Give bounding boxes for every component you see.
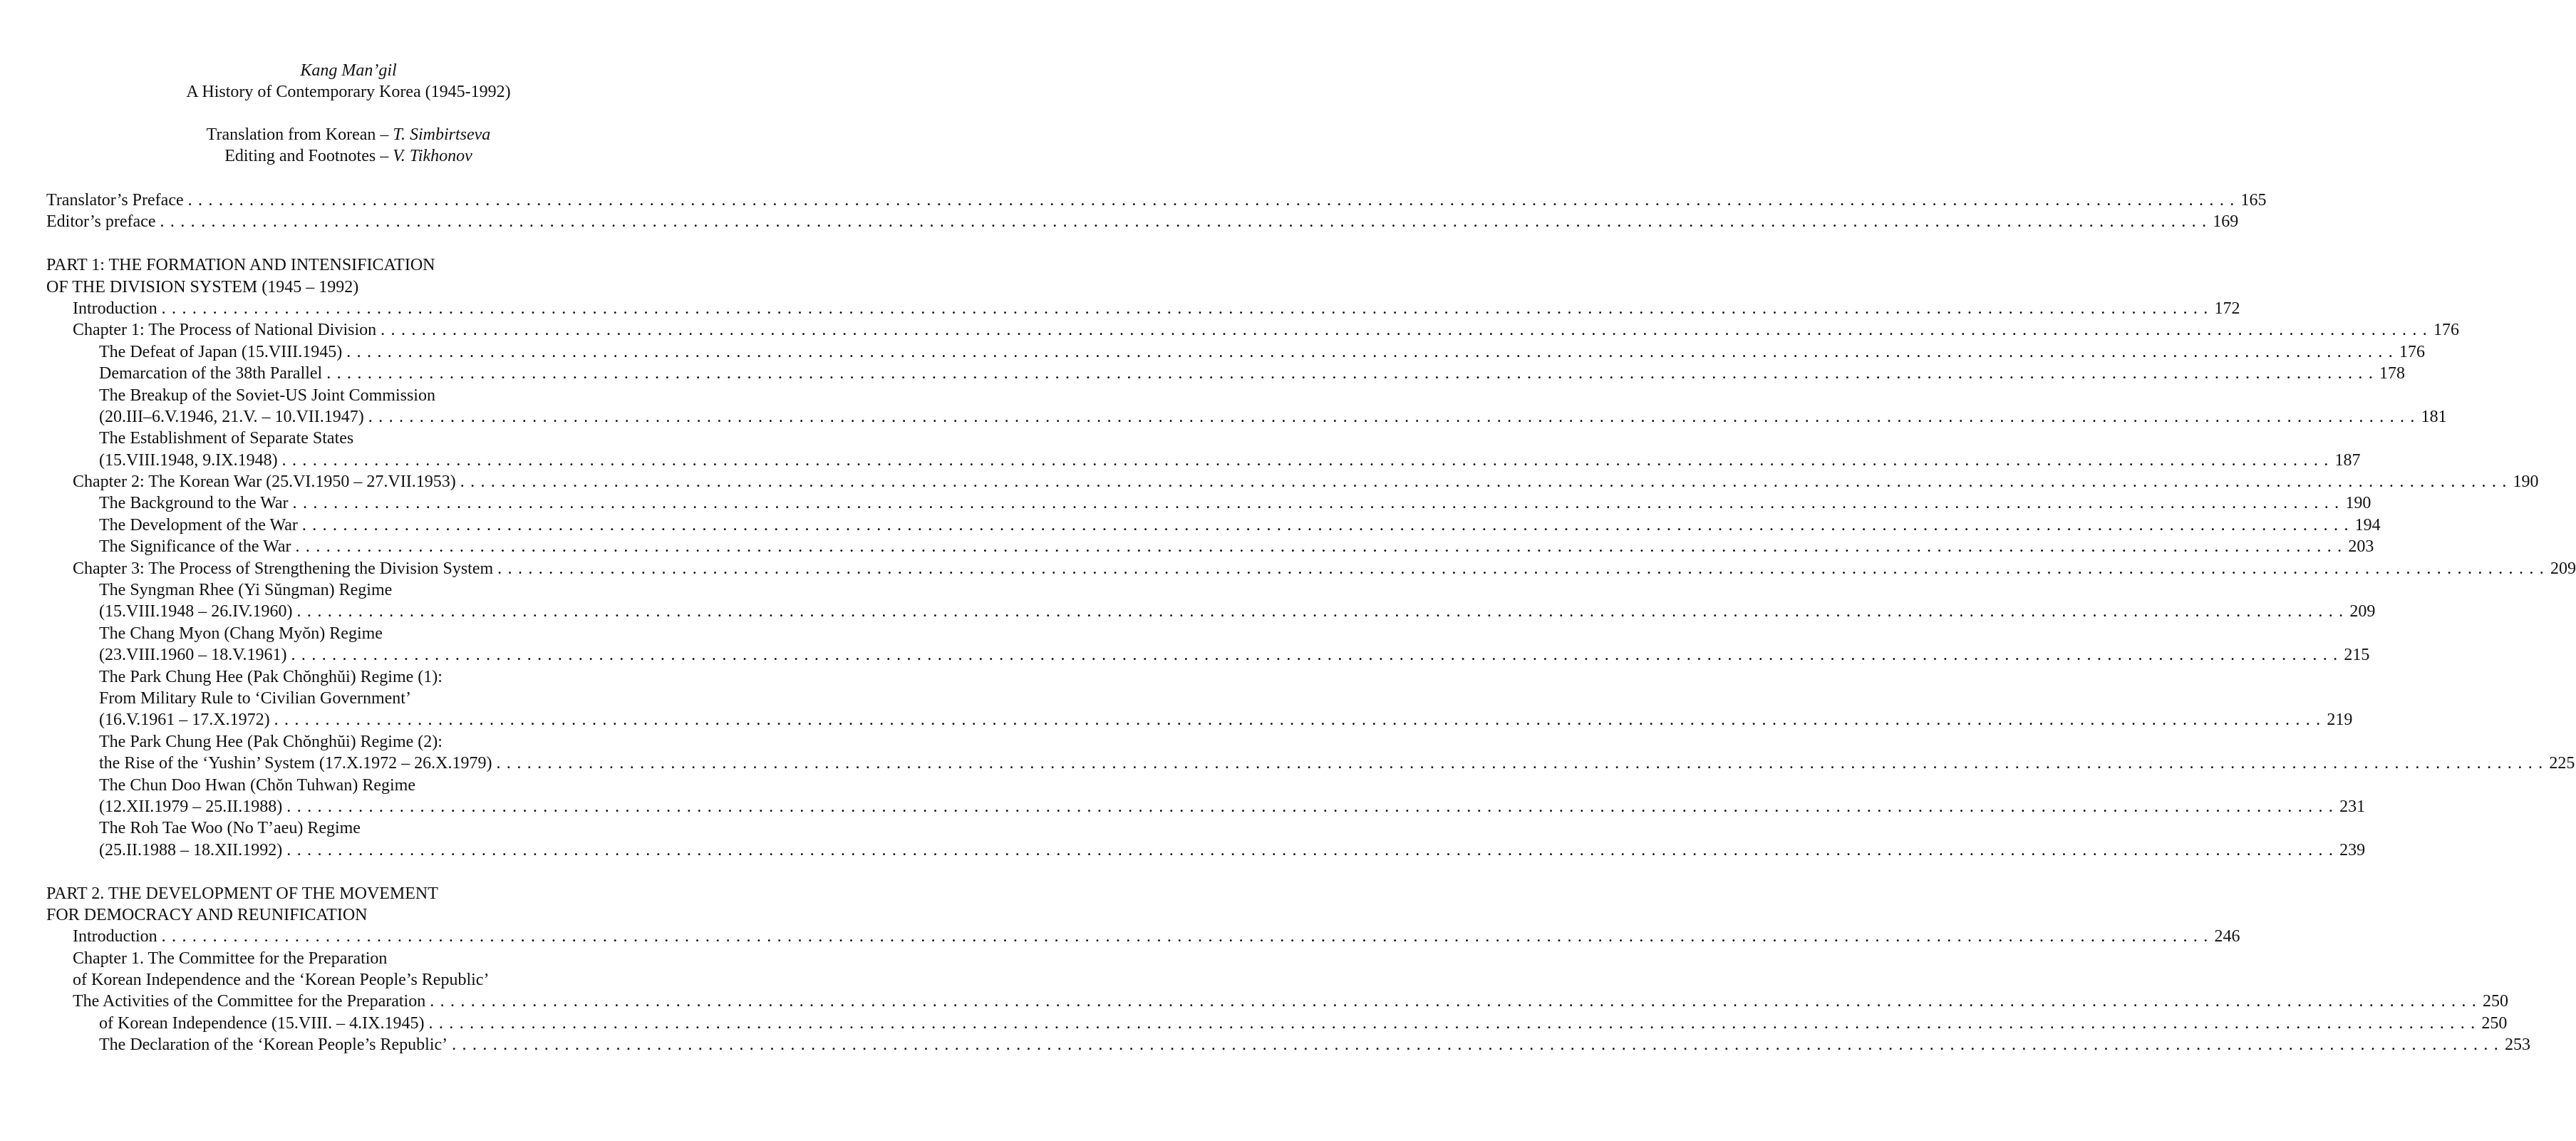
dot-leader: . . . . . . . . . . . . . . . . . . . . . . . . . . . . . . . . . . . . . . . . . . . . . . . . . . . . . . . . . . . . . . . . . . . . . . . . . . . . . . . . . . . . . . . . . . . . . . . . . . . . . . . . . . . . . . . . . . . . . . . . . . . . . . . . . . . . . . . . . . . . . . . . . . . . . . . . . . . . . . . . . . . . . . . . . . . . . . . . . . . . . . . . . . . . . . . . . . . . . . . . [295, 537, 2343, 557]
toc-entry-title: Chapter 1: The Process of National Division [73, 321, 377, 340]
toc-page-number: 178 [2379, 364, 2406, 383]
toc-entry[interactable] [46, 536, 2374, 557]
dot-leader: . . . . . . . . . . . . . . . . . . . . . . . . . . . . . . . . . . . . . . . . . . . . . . . . . . . . . . . . . . . . . . . . . . . . . . . . . . . . . . . . . . . . . . . . . . . . . . . . . . . . . . . . . . . . . . . . . . . . . . . . . . . . . . . . . . . . . . . . . . . . . . . . . . . . . . . . . . . . . . . . . . . . . . . . . . . . . . . . . . . . . . . . . . . . . . . . . . . . . . . . [430, 992, 2478, 1011]
toc-entry-title: The Park Chung Hee (Pak Chŏnghŭi) Regime (1): [99, 667, 443, 686]
toc-entry-title: Chapter 1. The Committee for the Preparation [73, 949, 388, 968]
toc-entry [46, 623, 633, 644]
toc-entry [46, 817, 633, 839]
toc-page-number: 194 [2354, 515, 2381, 535]
toc-entry-title: of Korean Independence (15.VIII. – 4.IX.1945) [99, 1013, 425, 1033]
toc-page-number: 190 [2513, 473, 2539, 492]
toc-page-number: 209 [2550, 559, 2576, 578]
toc-entry [46, 688, 633, 709]
toc-entry [46, 969, 633, 991]
toc-page-number: 209 [2349, 602, 2376, 621]
toc-entry[interactable] [46, 341, 2426, 363]
toc-page-number: 176 [2433, 321, 2459, 340]
toc-entry [46, 666, 633, 688]
toc-page-number: 181 [2421, 407, 2447, 426]
toc-entry-title: The Development of the War [99, 515, 298, 535]
toc-entry [46, 904, 633, 926]
toc-entry-title: The Breakup of the Soviet-US Joint Commission [99, 386, 435, 405]
dot-leader: . . . . . . . . . . . . . . . . . . . . . . . . . . . . . . . . . . . . . . . . . . . . . . . . . . . . . . . . . . . . . . . . . . . . . . . . . . . . . . . . . . . . . . . . . . . . . . . . . . . . . . . . . . . . . . . . . . . . . . . . . . . . . . . . . . . . . . . . . . . . . . . . . . . . . . . . . . . . . . . . . . . . . . . . . . . . . . . . . . . . . . . . . . . . . . . . . . . . . . . . [161, 299, 2209, 318]
toc-entry[interactable] [46, 840, 2366, 861]
dot-leader: . . . . . . . . . . . . . . . . . . . . . . . . . . . . . . . . . . . . . . . . . . . . . . . . . . . . . . . . . . . . . . . . . . . . . . . . . . . . . . . . . . . . . . . . . . . . . . . . . . . . . . . . . . . . . . . . . . . . . . . . . . . . . . . . . . . . . . . . . . . . . . . . . . . . . . . . . . . . . . . . . . . . . . . . . . . . . . . . . . . . . . . . . . . . . . . . . . . . . . . . [161, 927, 2209, 946]
toc-entry[interactable] [46, 796, 2366, 817]
toc-entry[interactable] [46, 492, 2371, 514]
dot-leader: . . . . . . . . . . . . . . . . . . . . . . . . . . . . . . . . . . . . . . . . . . . . . . . . . . . . . . . . . . . . . . . . . . . . . . . . . . . . . . . . . . . . . . . . . . . . . . . . . . . . . . . . . . . . . . . . . . . . . . . . . . . . . . . . . . . . . . . . . . . . . . . . . . . . . . . . . . . . . . . . . . . . . . . . . . . . . . . . . . . . . . . . . . . . . . . . . . . . . . . . [368, 407, 2416, 426]
toc-entry [46, 883, 633, 904]
toc-page-number: 215 [2344, 646, 2370, 665]
toc-entry-title: The Establishment of Separate States [99, 429, 354, 448]
toc-entry-title: The Significance of the War [99, 537, 291, 557]
toc-entry-title: Introduction [73, 299, 157, 318]
toc-entry-title: From Military Rule to ‘Civilian Government’ [99, 688, 411, 708]
toc-entry-title: Introduction [73, 927, 157, 946]
editor-name: V. Tikhonov [393, 147, 472, 165]
toc-entry-title: The Roh Tae Woo (No T’aeu) Regime [99, 819, 361, 838]
toc-page-number: 250 [2481, 1013, 2508, 1033]
dot-leader: . . . . . . . . . . . . . . . . . . . . . . . . . . . . . . . . . . . . . . . . . . . . . . . . . . . . . . . . . . . . . . . . . . . . . . . . . . . . . . . . . . . . . . . . . . . . . . . . . . . . . . . . . . . . . . . . . . . . . . . . . . . . . . . . . . . . . . . . . . . . . . . . . . . . . . . . . . . . . . . . . . . . . . . . . . . . . . . . . . . . . . . . . . . . . . . . . . . . . . . . [460, 473, 2508, 492]
toc-entry [46, 731, 633, 753]
toc-page-number: 253 [2504, 1036, 2530, 1055]
toc-entry-title: The Background to the War [99, 494, 289, 513]
dot-leader: . . . . . . . . . . . . . . . . . . . . . . . . . . . . . . . . . . . . . . . . . . . . . . . . . . . . . . . . . . . . . . . . . . . . . . . . . . . . . . . . . . . . . . . . . . . . . . . . . . . . . . . . . . . . . . . . . . . . . . . . . . . . . . . . . . . . . . . . . . . . . . . . . . . . . . . . . . . . . . . . . . . . . . . . . . . . . . . . . . . . . . . . . . . . . . . . . . . . . . . . [292, 494, 2340, 513]
dot-leader: . . . . . . . . . . . . . . . . . . . . . . . . . . . . . . . . . . . . . . . . . . . . . . . . . . . . . . . . . . . . . . . . . . . . . . . . . . . . . . . . . . . . . . . . . . . . . . . . . . . . . . . . . . . . . . . . . . . . . . . . . . . . . . . . . . . . . . . . . . . . . . . . . . . . . . . . . . . . . . . . . . . . . . . . . . . . . . . . . . . . . . . . . . . . . . . . . . . . . . . . [291, 646, 2339, 665]
toc-entry-title: (23.VIII.1960 – 18.V.1961) [99, 646, 287, 665]
dot-leader: . . . . . . . . . . . . . . . . . . . . . . . . . . . . . . . . . . . . . . . . . . . . . . . . . . . . . . . . . . . . . . . . . . . . . . . . . . . . . . . . . . . . . . . . . . . . . . . . . . . . . . . . . . . . . . . . . . . . . . . . . . . . . . . . . . . . . . . . . . . . . . . . . . . . . . . . . . . . . . . . . . . . . . . . . . . . . . . . . . . . . . . . . . . . . . . . . . . . . . . . [452, 1036, 2499, 1055]
toc-page-number: 172 [2214, 299, 2240, 318]
toc-entry-title: The Park Chung Hee (Pak Chŏnghŭi) Regime (2): [99, 732, 443, 751]
dot-leader: . . . . . . . . . . . . . . . . . . . . . . . . . . . . . . . . . . . . . . . . . . . . . . . . . . . . . . . . . . . . . . . . . . . . . . . . . . . . . . . . . . . . . . . . . . . . . . . . . . . . . . . . . . . . . . . . . . . . . . . . . . . . . . . . . . . . . . . . . . . . . . . . . . . . . . . . . . . . . . . . . . . . . . . . . . . . . . . . . . . . . . . . . . . . . . . . . . . . . . . . [274, 711, 2322, 730]
toc-entry-title: (12.XII.1979 – 25.II.1988) [99, 797, 283, 816]
dot-leader: . . . . . . . . . . . . . . . . . . . . . . . . . . . . . . . . . . . . . . . . . . . . . . . . . . . . . . . . . . . . . . . . . . . . . . . . . . . . . . . . . . . . . . . . . . . . . . . . . . . . . . . . . . . . . . . . . . . . . . . . . . . . . . . . . . . . . . . . . . . . . . . . . . . . . . . . . . . . . . . . . . . . . . . . . . . . . . . . . . . . . . . . . . . . . . . . . . . . . . . . [428, 1013, 2476, 1033]
toc-entry [46, 428, 633, 449]
dot-leader: . . . . . . . . . . . . . . . . . . . . . . . . . . . . . . . . . . . . . . . . . . . . . . . . . . . . . . . . . . . . . . . . . . . . . . . . . . . . . . . . . . . . . . . . . . . . . . . . . . . . . . . . . . . . . . . . . . . . . . . . . . . . . . . . . . . . . . . . . . . . . . . . . . . . . . . . . . . . . . . . . . . . . . . . . . . . . . . . . . . . . . . . . . . . . . . . . . . . . . . . [497, 559, 2545, 578]
section-gap [46, 861, 633, 882]
toc-entry[interactable] [46, 319, 2459, 341]
toc-entry[interactable] [46, 1034, 2530, 1055]
toc-entry-title: the Rise of the ‘Yushin’ System (17.X.1972 – 26.X.1979) [99, 754, 492, 773]
book-header [0, 60, 697, 103]
toc-entry-title: of Korean Independence and the ‘Korean People’s Republic’ [73, 971, 490, 990]
toc-entry-title: Editor’s preface [46, 212, 156, 232]
toc-entry[interactable] [46, 753, 2575, 774]
toc-entry[interactable] [46, 450, 2361, 471]
toc-entry-title: Demarcation of the 38th Parallel [99, 364, 323, 383]
toc-entry [46, 948, 633, 969]
dot-leader: . . . . . . . . . . . . . . . . . . . . . . . . . . . . . . . . . . . . . . . . . . . . . . . . . . . . . . . . . . . . . . . . . . . . . . . . . . . . . . . . . . . . . . . . . . . . . . . . . . . . . . . . . . . . . . . . . . . . . . . . . . . . . . . . . . . . . . . . . . . . . . . . . . . . . . . . . . . . . . . . . . . . . . . . . . . . . . . . . . . . . . . . . . . . . . . . . . . . . . . . [346, 342, 2394, 361]
toc-page-number: 165 [2240, 191, 2267, 210]
dot-leader: . . . . . . . . . . . . . . . . . . . . . . . . . . . . . . . . . . . . . . . . . . . . . . . . . . . . . . . . . . . . . . . . . . . . . . . . . . . . . . . . . . . . . . . . . . . . . . . . . . . . . . . . . . . . . . . . . . . . . . . . . . . . . . . . . . . . . . . . . . . . . . . . . . . . . . . . . . . . . . . . . . . . . . . . . . . . . . . . . . . . . . . . . . . . . . . . . . . . . . . . [381, 321, 2428, 340]
toc-entry[interactable] [46, 991, 2509, 1012]
toc-entry-title: PART 2. THE DEVELOPMENT OF THE MOVEMENT [46, 884, 438, 903]
toc-page-number: 246 [2214, 927, 2240, 946]
author-name: Kang Man’gil [300, 61, 397, 80]
toc-entry [46, 775, 633, 796]
editing-credit [0, 145, 697, 167]
toc-entry-title: Chapter 2: The Korean War (25.VI.1950 – 27.VII.1953) [73, 473, 456, 492]
credits [0, 124, 697, 167]
toc-entry-title: (20.III–6.V.1946, 21.V. – 10.VII.1947) [99, 407, 364, 426]
toc-entry [46, 385, 633, 406]
toc-page-number: 225 [2549, 754, 2575, 773]
toc-entry-title: The Defeat of Japan (15.VIII.1945) [99, 342, 343, 361]
toc-entry-title: (16.V.1961 – 17.X.1972) [99, 711, 270, 730]
toc-entry-title: (15.VIII.1948 – 26.IV.1960) [99, 602, 293, 621]
dot-leader: . . . . . . . . . . . . . . . . . . . . . . . . . . . . . . . . . . . . . . . . . . . . . . . . . . . . . . . . . . . . . . . . . . . . . . . . . . . . . . . . . . . . . . . . . . . . . . . . . . . . . . . . . . . . . . . . . . . . . . . . . . . . . . . . . . . . . . . . . . . . . . . . . . . . . . . . . . . . . . . . . . . . . . . . . . . . . . . . . . . . . . . . . . . . . . . . . . . . . . . . [286, 840, 2334, 859]
section-gap [46, 233, 633, 254]
toc-entry[interactable] [46, 515, 2381, 536]
toc-page-number: 231 [2339, 797, 2366, 816]
dot-leader: . . . . . . . . . . . . . . . . . . . . . . . . . . . . . . . . . . . . . . . . . . . . . . . . . . . . . . . . . . . . . . . . . . . . . . . . . . . . . . . . . . . . . . . . . . . . . . . . . . . . . . . . . . . . . . . . . . . . . . . . . . . . . . . . . . . . . . . . . . . . . . . . . . . . . . . . . . . . . . . . . . . . . . . . . . . . . . . . . . . . . . . . . . . . . . . . . . . . . . . . [326, 364, 2374, 383]
toc-entry[interactable] [46, 298, 2240, 319]
toc-entry[interactable] [46, 601, 2376, 622]
toc-entry[interactable] [46, 558, 2576, 579]
toc-entry-title: The Syngman Rhee (Yi Sŭngman) Regime [99, 581, 393, 600]
translation-label: Translation from Korean – [206, 125, 393, 144]
dot-leader: . . . . . . . . . . . . . . . . . . . . . . . . . . . . . . . . . . . . . . . . . . . . . . . . . . . . . . . . . . . . . . . . . . . . . . . . . . . . . . . . . . . . . . . . . . . . . . . . . . . . . . . . . . . . . . . . . . . . . . . . . . . . . . . . . . . . . . . . . . . . . . . . . . . . . . . . . . . . . . . . . . . . . . . . . . . . . . . . . . . . . . . . . . . . . . . . . . . . . . . . [281, 450, 2329, 470]
toc-entry-title: FOR DEMOCRACY AND REUNIFICATION [46, 905, 368, 924]
toc-entry-title: OF THE DIVISION SYSTEM (1945 – 1992) [46, 277, 359, 296]
toc-entry-title: The Declaration of the ‘Korean People’s Republic’ [99, 1036, 448, 1055]
toc-page-number: 176 [2399, 342, 2426, 361]
toc-entry[interactable] [46, 926, 2240, 947]
dot-leader: . . . . . . . . . . . . . . . . . . . . . . . . . . . . . . . . . . . . . . . . . . . . . . . . . . . . . . . . . . . . . . . . . . . . . . . . . . . . . . . . . . . . . . . . . . . . . . . . . . . . . . . . . . . . . . . . . . . . . . . . . . . . . . . . . . . . . . . . . . . . . . . . . . . . . . . . . . . . . . . . . . . . . . . . . . . . . . . . . . . . . . . . . . . . . . . . . . . . . . . . [496, 754, 2544, 773]
toc-entry-title: Translator’s Preface [46, 191, 184, 210]
toc-entry[interactable] [46, 190, 2267, 211]
toc-page-number: 250 [2483, 992, 2509, 1011]
toc-entry-title: (15.VIII.1948, 9.IX.1948) [99, 450, 278, 470]
dot-leader: . . . . . . . . . . . . . . . . . . . . . . . . . . . . . . . . . . . . . . . . . . . . . . . . . . . . . . . . . . . . . . . . . . . . . . . . . . . . . . . . . . . . . . . . . . . . . . . . . . . . . . . . . . . . . . . . . . . . . . . . . . . . . . . . . . . . . . . . . . . . . . . . . . . . . . . . . . . . . . . . . . . . . . . . . . . . . . . . . . . . . . . . . . . . . . . . . . . . . . . . [160, 212, 2208, 232]
toc-entry-title: The Chang Myon (Chang Myŏn) Regime [99, 624, 383, 643]
toc-entry[interactable] [46, 644, 2370, 666]
toc-entry[interactable] [46, 363, 2406, 384]
toc-page-number: 219 [2327, 711, 2353, 730]
toc-entry [46, 277, 633, 298]
toc-page-number: 203 [2348, 537, 2374, 557]
toc-entry-title: The Chun Doo Hwan (Chŏn Tuhwan) Regime [99, 775, 415, 795]
toc-entry[interactable] [46, 211, 2239, 232]
toc-entry-title: The Activities of the Committee for the Preparation [73, 992, 426, 1011]
toc-entry-title: PART 1: THE FORMATION AND INTENSIFICATION [46, 256, 435, 275]
toc-entry [46, 254, 633, 276]
toc-entry-title: (25.II.1988 – 18.XII.1992) [99, 840, 283, 859]
translator-name: T. Simbirtseva [393, 125, 491, 144]
toc-entry-title: Chapter 3: The Process of Strengthening the Division System [73, 559, 494, 578]
book-title: A History of Contemporary Korea (1945-1992) [186, 83, 511, 101]
toc-entry[interactable] [46, 471, 2539, 492]
toc-page-number: 169 [2213, 212, 2239, 232]
dot-leader: . . . . . . . . . . . . . . . . . . . . . . . . . . . . . . . . . . . . . . . . . . . . . . . . . . . . . . . . . . . . . . . . . . . . . . . . . . . . . . . . . . . . . . . . . . . . . . . . . . . . . . . . . . . . . . . . . . . . . . . . . . . . . . . . . . . . . . . . . . . . . . . . . . . . . . . . . . . . . . . . . . . . . . . . . . . . . . . . . . . . . . . . . . . . . . . . . . . . . . . . [187, 191, 2235, 210]
dot-leader: . . . . . . . . . . . . . . . . . . . . . . . . . . . . . . . . . . . . . . . . . . . . . . . . . . . . . . . . . . . . . . . . . . . . . . . . . . . . . . . . . . . . . . . . . . . . . . . . . . . . . . . . . . . . . . . . . . . . . . . . . . . . . . . . . . . . . . . . . . . . . . . . . . . . . . . . . . . . . . . . . . . . . . . . . . . . . . . . . . . . . . . . . . . . . . . . . . . . . . . . [301, 515, 2349, 535]
dot-leader: . . . . . . . . . . . . . . . . . . . . . . . . . . . . . . . . . . . . . . . . . . . . . . . . . . . . . . . . . . . . . . . . . . . . . . . . . . . . . . . . . . . . . . . . . . . . . . . . . . . . . . . . . . . . . . . . . . . . . . . . . . . . . . . . . . . . . . . . . . . . . . . . . . . . . . . . . . . . . . . . . . . . . . . . . . . . . . . . . . . . . . . . . . . . . . . . . . . . . . . . [286, 797, 2334, 816]
editing-label: Editing and Footnotes – [224, 147, 393, 165]
table-of-contents [46, 190, 2576, 1056]
toc-page-number: 190 [2345, 494, 2371, 513]
translation-credit [0, 124, 697, 145]
toc-entry[interactable] [46, 1013, 2508, 1034]
toc-entry[interactable] [46, 709, 2353, 730]
toc-page-number: 187 [2334, 450, 2361, 470]
toc-page-number: 239 [2339, 840, 2366, 859]
dot-leader: . . . . . . . . . . . . . . . . . . . . . . . . . . . . . . . . . . . . . . . . . . . . . . . . . . . . . . . . . . . . . . . . . . . . . . . . . . . . . . . . . . . . . . . . . . . . . . . . . . . . . . . . . . . . . . . . . . . . . . . . . . . . . . . . . . . . . . . . . . . . . . . . . . . . . . . . . . . . . . . . . . . . . . . . . . . . . . . . . . . . . . . . . . . . . . . . . . . . . . . . [296, 602, 2344, 621]
toc-entry [46, 579, 633, 601]
toc-entry[interactable] [46, 406, 2447, 428]
